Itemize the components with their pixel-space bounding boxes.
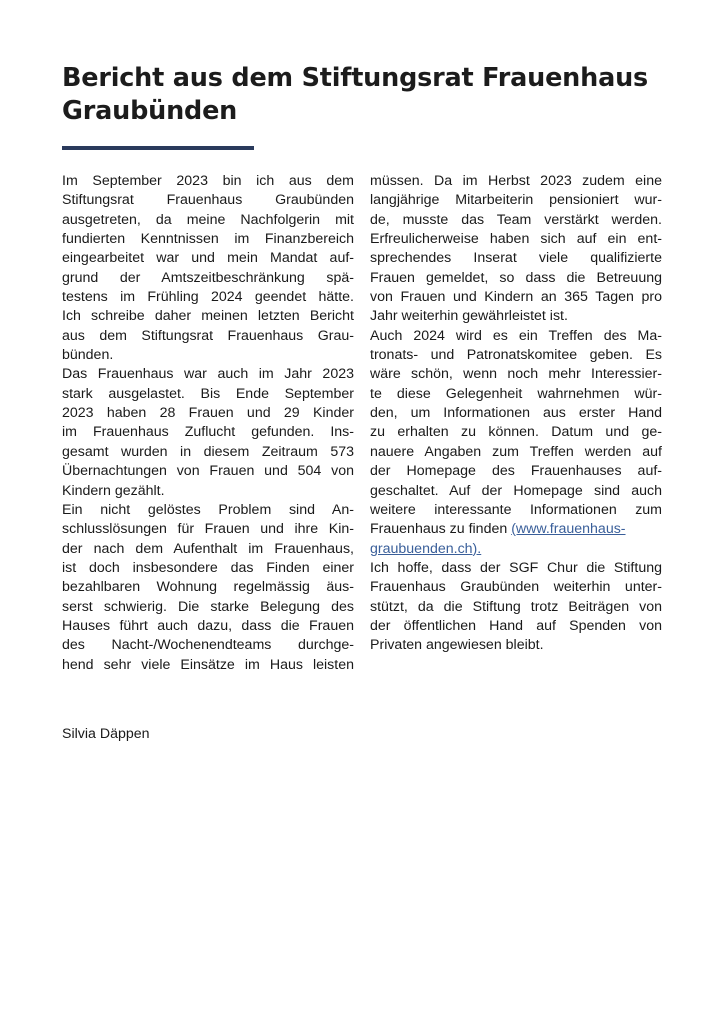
paragraph-line (62, 462, 354, 481)
paragraph-line (370, 307, 662, 326)
paragraph-line (370, 636, 662, 655)
paragraph-line-text: de, musste das Team verstärkt werden. (370, 211, 662, 228)
paragraph-line (370, 404, 662, 423)
paragraph-line-text: geschaltet. Auf der Homepage sind auch (370, 482, 662, 499)
paragraph-line-text: nauere Angaben zum Treffen werden auf (370, 443, 662, 460)
paragraph-line-text: aus dem Stiftungsrat Frauenhaus Grau- (62, 327, 354, 344)
paragraph-line (62, 346, 354, 365)
paragraph-line-text: stark ausgelastet. Bis Ende September (62, 385, 354, 402)
paragraph-line-text: Frauenhaus Graubünden weiterhin unter- (370, 579, 662, 596)
paragraph-line-text: Hauses führt auch dazu, dass die Frauen (62, 617, 354, 634)
paragraph-line (62, 249, 354, 268)
paragraph-line-text: 2023 haben 28 Frauen und 29 Kinder (62, 405, 354, 422)
paragraph-line-text: der öffentlichen Hand auf Spenden von (370, 617, 662, 634)
paragraph-line (370, 520, 662, 539)
paragraph-line (370, 578, 662, 597)
paragraph-line-text: hend sehr viele Einsätze im Haus leisten (62, 656, 354, 673)
paragraph-line-text: Auch 2024 wird es ein Treffen des Ma- (370, 327, 662, 344)
paragraph-line-text: tronats- und Patronatskomitee geben. Es (370, 347, 662, 364)
paragraph-line (62, 617, 354, 636)
paragraph-line-text: im Frauenhaus Zuflucht gefunden. Ins- (62, 424, 354, 441)
homepage-link[interactable]: (www.frauenhaus- (511, 521, 626, 538)
paragraph-line (370, 365, 662, 384)
paragraph-line-text: den, um Informationen aus erster Hand (370, 405, 662, 422)
paragraph-line (62, 230, 354, 249)
paragraph-line (62, 307, 354, 326)
paragraph-line (62, 598, 354, 617)
paragraph-line-text: Ich schreibe daher meinen letzten Bericht (62, 308, 354, 325)
paragraph-line-text: grund der Amtszeitbeschränkung spä- (62, 269, 354, 286)
author-signature: Silvia Däppen (62, 726, 150, 742)
paragraph-line-text: stützt, da die Stiftung trotz Beiträgen von (370, 598, 662, 615)
paragraph-line-text: von Frauen und Kindern an 365 Tagen pro (370, 289, 662, 306)
paragraph-line (370, 191, 662, 210)
paragraph-line (62, 172, 354, 191)
paragraph-line-text: zu erhalten zu können. Datum und ge- (370, 424, 662, 441)
paragraph-line-text: Stiftungsrat Frauenhaus Graubünden (62, 192, 354, 209)
paragraph-line-text: Frauenhaus zu finden (370, 521, 512, 538)
paragraph-line (370, 385, 662, 404)
paragraph-line (62, 482, 354, 501)
homepage-link[interactable]: graubuenden.ch). (370, 540, 482, 557)
paragraph-line (62, 269, 354, 288)
paragraph-line-text: sprechendes Inserat viele qualifizierte (370, 250, 662, 267)
paragraph-line-text: eingearbeitet war und mein Mandat auf- (62, 250, 354, 267)
paragraph-line (62, 559, 354, 578)
paragraph-line (370, 462, 662, 481)
paragraph-line (62, 327, 354, 346)
paragraph-line (370, 288, 662, 307)
paragraph-line-text: Übernachtungen von Frauen und 504 von (62, 463, 354, 480)
paragraph-line (370, 443, 662, 462)
article-title-line: Bericht aus dem Stiftungsrat Frauenhaus (62, 63, 649, 93)
paragraph-line (370, 540, 662, 559)
paragraph-line-text: fundierten Kenntnissen im Finanzbereich (62, 231, 354, 248)
paragraph-line (370, 249, 662, 268)
paragraph-line (62, 288, 354, 307)
paragraph-line-text: Ein nicht gelöstes Problem sind An- (62, 501, 354, 518)
paragraph-line (370, 501, 662, 520)
paragraph-line (62, 211, 354, 230)
paragraph-line (370, 230, 662, 249)
paragraph-line (62, 404, 354, 423)
paragraph-line (370, 617, 662, 636)
paragraph-line (62, 578, 354, 597)
paragraph-line (370, 327, 662, 346)
paragraph-line (370, 482, 662, 501)
paragraph-line-text: Im September 2023 bin ich aus dem (62, 173, 354, 189)
article-title-line: Graubünden (62, 96, 238, 126)
paragraph-line-text: müssen. Da im Herbst 2023 zudem eine (370, 173, 662, 189)
paragraph-line-text: gesamt wurden in diesem Zeitraum 573 (62, 443, 354, 460)
paragraph-line-text: langjährige Mitarbeiterin pensioniert wur- (370, 192, 662, 209)
paragraph-line-text: des Nacht-/Wochenendteams durchge- (62, 637, 354, 654)
article-column-left (62, 172, 354, 675)
article-column-right (370, 172, 662, 656)
paragraph-line-text: bünden. (62, 347, 114, 364)
paragraph-line (370, 269, 662, 288)
paragraph-line-text: te diese Gelegenheit wahrnehmen wür- (370, 385, 662, 402)
paragraph-line-text: bezahlbaren Wohnung regelmässig äus- (62, 579, 354, 596)
paragraph-line-text: serst schwierig. Die starke Belegung des (62, 598, 354, 615)
paragraph-line-text: der Homepage des Frauenhauses auf- (370, 463, 662, 480)
paragraph-line-text: Ich hoffe, dass der SGF Chur die Stiftung (370, 559, 662, 576)
paragraph-line-text: Privaten angewiesen bleibt. (370, 637, 544, 654)
article-title (62, 62, 649, 128)
paragraph-line (62, 191, 354, 210)
paragraph-line (370, 211, 662, 230)
paragraph-line (62, 540, 354, 559)
paragraph-line (62, 520, 354, 539)
paragraph-line (62, 656, 354, 675)
paragraph-line (62, 385, 354, 404)
paragraph-line-text: Das Frauenhaus war auch im Jahr 2023 (62, 366, 354, 383)
paragraph-line (370, 172, 662, 191)
paragraph-line (370, 598, 662, 617)
paragraph-line (370, 423, 662, 442)
paragraph-line-text: testens im Frühling 2024 geendet hätte. (62, 289, 354, 306)
paragraph-line-text: weitere interessante Informationen zum (370, 501, 662, 518)
paragraph-line (62, 636, 354, 655)
paragraph-line-text: Frauen gemeldet, so dass die Betreuung (370, 269, 662, 286)
paragraph-line (62, 501, 354, 520)
paragraph-line-text: wäre schön, wenn noch mehr Interessier- (370, 366, 662, 383)
paragraph-line (370, 346, 662, 365)
title-underline-divider (62, 146, 254, 150)
paragraph-line-text: Kindern gezählt. (62, 482, 165, 499)
paragraph-line-text: ausgetreten, da meine Nachfolgerin mit (62, 211, 354, 228)
paragraph-line (370, 559, 662, 578)
paragraph-line-text: Jahr weiterhin gewährleistet ist. (370, 308, 568, 325)
paragraph-line-text: der nach dem Aufenthalt im Frauenhaus, (62, 540, 354, 557)
paragraph-line-text: Erfreulicherweise haben sich auf ein ent- (370, 231, 662, 248)
paragraph-line-text: ist doch insbesondere das Finden einer (62, 559, 354, 576)
paragraph-line (62, 443, 354, 462)
paragraph-line (62, 365, 354, 384)
paragraph-line-text: schlusslösungen für Frauen und ihre Kin- (62, 521, 354, 538)
paragraph-line (62, 423, 354, 442)
